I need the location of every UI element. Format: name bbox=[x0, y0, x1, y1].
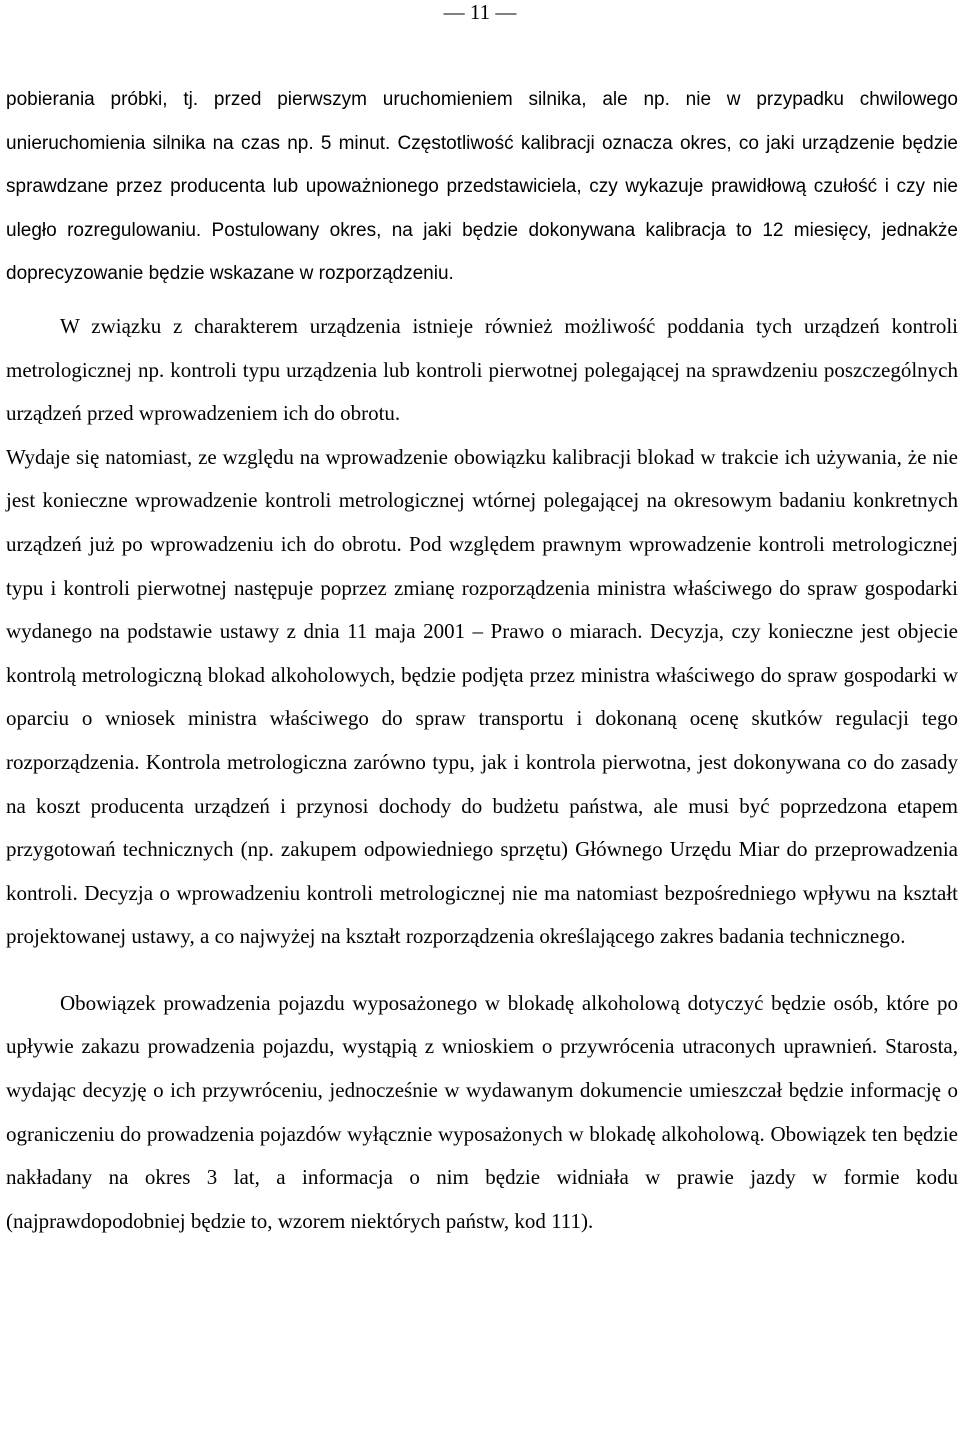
paragraph-legal-basis: Wydaje się natomiast, ze względu na wprowadzenie obowiązku kalibracji blokad w trakcie ich używania, że nie jest konieczne wprowadzenie kontroli metrologicznej wtórnej polegającej na okresowym badaniu konkretnych urządzeń już po wprowadzeniu ich do obrotu. Pod względem prawnym wprowadzenie kontroli metrologicznej typu i kontroli pierwotnej następuje poprzez zmianę rozporządzenia ministra właściwego do spraw gospodarki wydanego na podstawie ustawy z dnia 11 maja 2001 – Prawo o miarach. Decyzja, czy konieczne jest objecie kontrolą metrologiczną blokad alkoholowych, będzie podjęta przez ministra właściwego do spraw gospodarki w oparciu o wniosek ministra właściwego do spraw transportu i dokonaną ocenę skutków regulacji tego rozporządzenia. Kontrola metrologiczna zarówno typu, jak i kontrola pierwotna, jest dokonywana co do zasady na koszt producenta urządzeń i przynosi dochody do budżetu państwa, ale musi być poprzedzona etapem przygotowań technicznych (np. zakupem odpowiedniego sprzętu) Głównego Urzędu Miar do przeprowadzenia kontroli. Decyzja o wprowadzeniu kontroli metrologicznej nie ma natomiast bezpośredniego wpływu na kształt projektowanej ustawy, a co najwyżej na kształt rozporządzenia określającego zakres badania technicznego. bbox=[6, 444, 958, 949]
paragraph-driver-obligation: Obowiązek prowadzenia pojazdu wyposażonego w blokadę alkoholową dotyczyć będzie osób, które po upływie zakazu prowadzenia pojazdu, wystąpią z wnioskiem o przywrócenia utraconych uprawnień. Starosta, wydając decyzję o ich przywróceniu, jednocześnie w wydawanym dokumencie umieszczał będzie informację o ograniczeniu do prowadzenia pojazdów wyłącznie wyposażonych w blokadę alkoholową. Obowiązek ten będzie nakładany na okres 3 lat, a informacja o nim będzie widniała w prawie jazdy w formie kodu (najprawdopodobniej będzie to, wzorem niektórych państw, kod 111). bbox=[6, 990, 958, 1233]
paragraph-calibration: pobierania próbki, tj. przed pierwszym uruchomieniem silnika, ale np. nie w przypadku chwilowego unieruchomienia silnika na czas np. 5 minut. Częstotliwość kalibracji oznacza okres, co jaki urządzenie będzie sprawdzane przez producenta lub upoważnionego przedstawiciela, czy wykazuje prawidłową czułość i czy nie uległo rozregulowaniu. Postulowany okres, na jaki będzie dokonywana kalibracja to 12 miesięcy, jednakże doprecyzowanie będzie wskazane w rozporządzeniu. bbox=[6, 89, 958, 285]
paragraph-metrological-control: W związku z charakterem urządzenia istnieje również możliwość poddania tych urządzeń kontroli metrologicznej np. kontroli typu urządzenia lub kontroli pierwotnej polegającej na sprawdzeniu poszczególnych urządzeń przed wprowadzeniem ich do obrotu. bbox=[6, 313, 958, 426]
page-number: — 11 — bbox=[443, 0, 517, 24]
document-body bbox=[6, 78, 958, 1243]
